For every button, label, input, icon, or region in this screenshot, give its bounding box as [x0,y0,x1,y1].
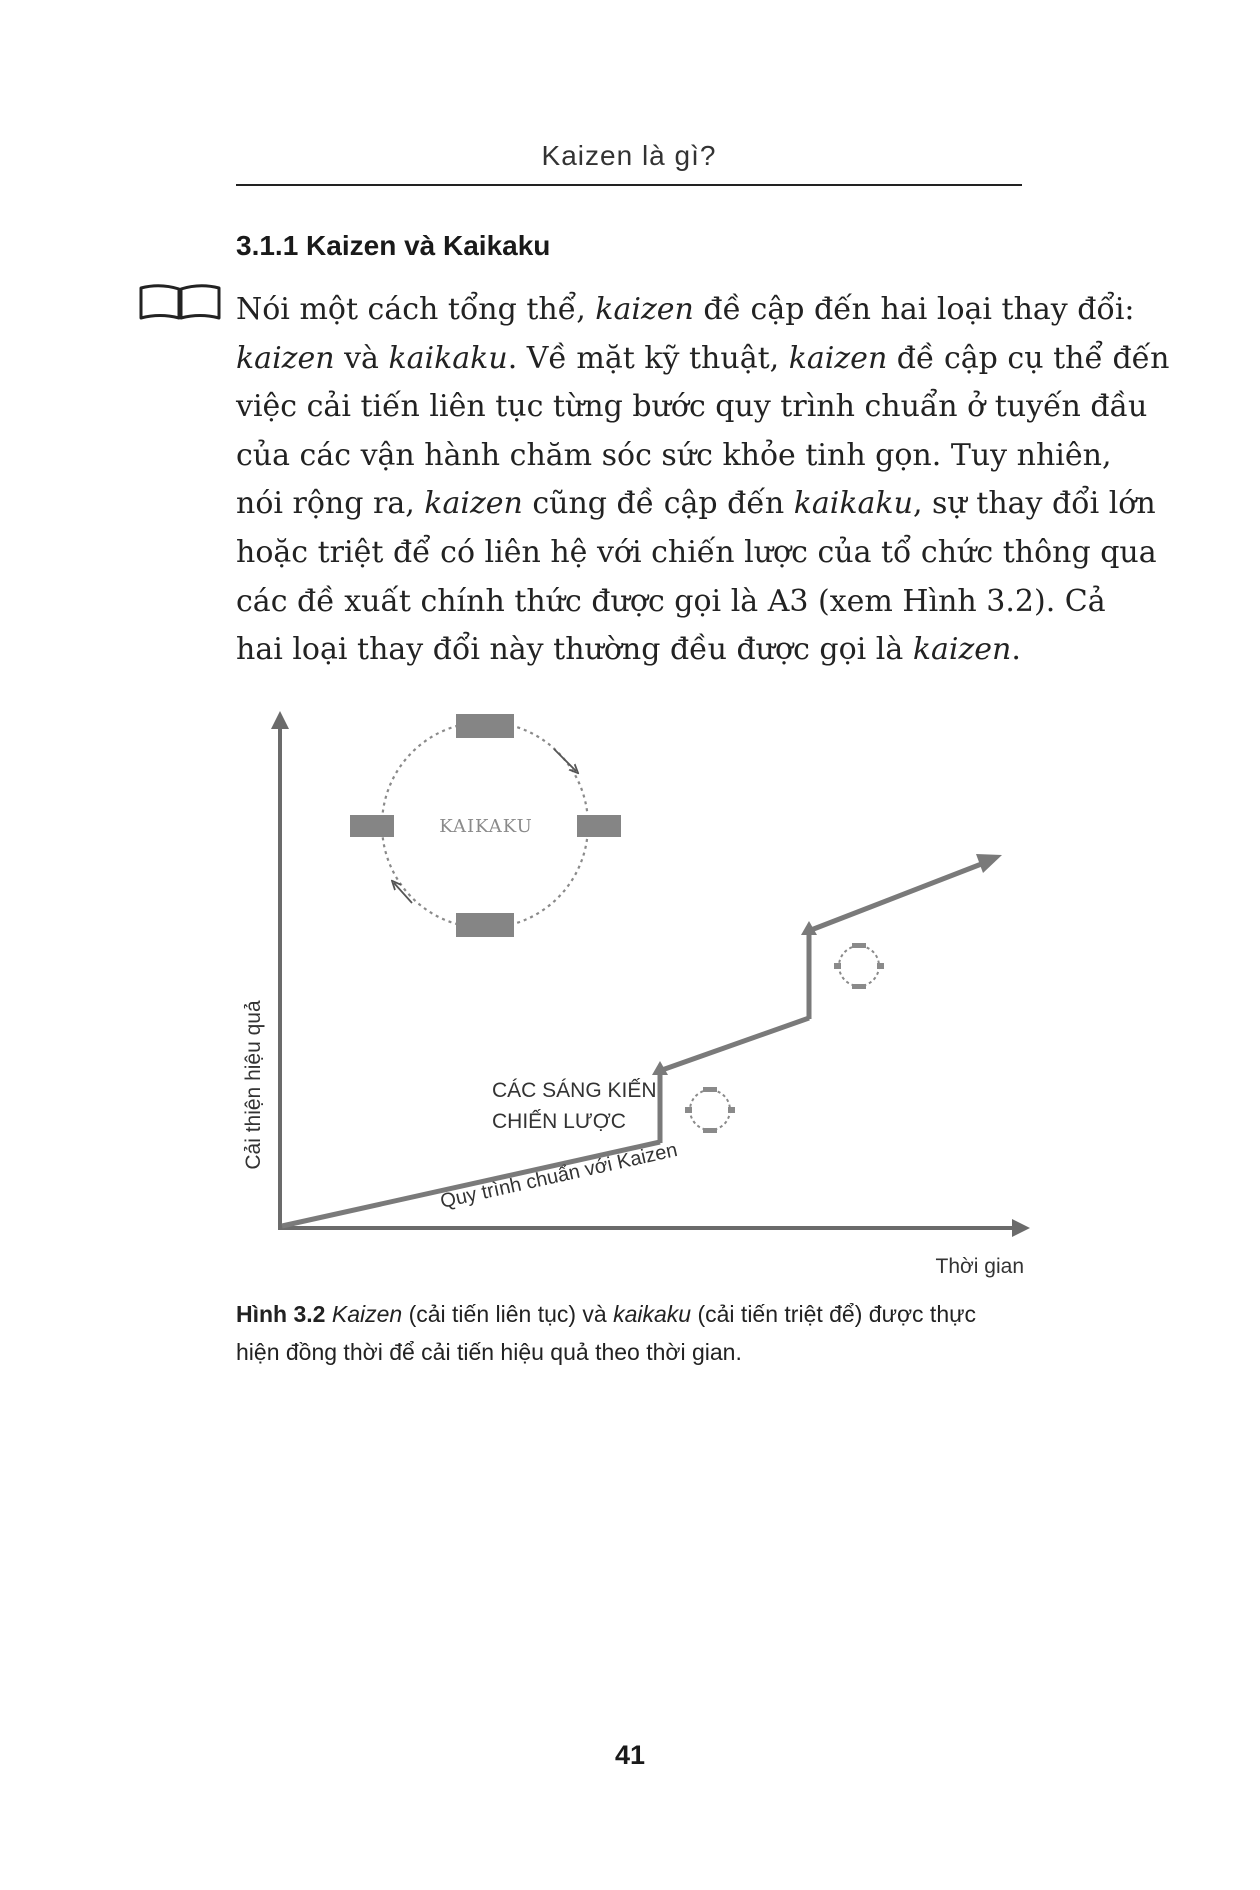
improvement-path [282,854,1002,1226]
italic-term: kaikaku [793,486,913,522]
mini-cycle-1-step-right [728,1107,735,1113]
text-run: đề cập đến hai loại thay đổi: [693,292,1135,327]
paragraph-line [236,383,1148,432]
cycle-step-bottom [456,913,514,937]
kaizen-segment-2 [662,1018,809,1070]
text-run: . Về mặt kỹ thuật, [507,340,789,376]
text-run: các đề xuất chính thức được gọi là A3 (xem Hình 3.2). Cả [236,583,1106,619]
paragraph-line [236,480,1156,529]
y-axis-label: Cải thiện hiệu quả [242,1000,265,1170]
text-run: nói rộng ra, [236,486,425,522]
italic-term: kaikaku [613,1301,692,1327]
x-axis-label: Thời gian [935,1255,1024,1278]
mini-cycle-1-step-left [685,1107,692,1113]
book-icon [138,282,222,322]
text-run: hoặc triệt để có liên hệ với chiến lược của tổ chức thông qua [236,534,1157,570]
italic-term: kaizen [424,486,523,522]
body-paragraph [236,286,1170,675]
italic-term: kaizen [236,340,335,376]
mini-cycle-2-circle [839,946,879,986]
mini-cycle-2-step-right [877,963,884,969]
text-run: . [1011,632,1021,668]
text-run: của các vận hành chăm sóc sức khỏe tinh gọn. Tuy nhiên, [236,437,1112,473]
mini-cycle-2 [834,943,884,989]
text-run: (cải tiến triệt để) được thực [691,1301,977,1327]
improvement-end-arrowhead [976,854,1002,873]
mini-cycle-2-step-top [852,943,866,948]
text-run: Nói một cách tổng thể, [236,292,596,327]
cycle-step-top [456,714,514,738]
text-run: , sự thay đổi lớn [912,486,1156,522]
running-header: Kaizen là gì? [541,140,717,171]
caption-line [236,1333,1026,1371]
mini-cycle-2-step-left [834,963,841,969]
text-run: hai loại thay đổi này thường đều được gọi là [236,632,913,668]
kaizen-kaikaku-figure [236,705,1036,1285]
text-run: (cải tiến liên tục) và [402,1301,614,1327]
mini-cycle-1-step-bottom [703,1128,717,1133]
text-run: hiện đồng thời để cải tiến hiệu quả theo thời gian. [236,1339,742,1365]
kaikaku-label: KAIKAKU [439,816,533,837]
strategic-initiatives-label-line1: CÁC SÁNG KIẾN [492,1079,657,1102]
cycle-arrow-bottom-left [394,883,412,903]
paragraph-line [236,432,1112,481]
kaikaku-cycle [350,714,621,937]
cycle-step-left [350,815,394,837]
italic-term: kaizen [595,292,694,327]
paragraph-line [236,286,1135,335]
section-heading: 3.1.1 Kaizen và Kaikaku [236,230,551,261]
mini-cycle-1 [685,1087,735,1133]
cycle-step-right [577,815,621,837]
kaizen-baseline-label: Quy trình chuẩn với Kaizen [438,1138,680,1213]
text-run: và [334,340,389,376]
paragraph-line [236,335,1170,384]
mini-cycle-2-step-bottom [852,984,866,989]
text-run: việc cải tiến liên tục từng bước quy trình chuẩn ở tuyến đầu [236,389,1148,425]
italic-term: kaizen [912,632,1012,668]
paragraph-line [236,529,1157,578]
paragraph-line [236,578,1106,627]
mini-cycle-1-step-top [703,1087,717,1092]
text-run: đề cập cụ thể đến [887,340,1170,376]
y-axis-arrowhead [271,711,289,729]
figure-caption [236,1295,1026,1371]
italic-term: kaizen [788,340,888,376]
cycle-arrow-top-right [554,749,576,771]
x-axis-arrowhead [1012,1219,1030,1237]
page-number: 41 [614,1740,646,1770]
header-rule [236,184,1022,186]
paragraph-line [236,626,1026,675]
mini-cycle-1-circle [690,1090,730,1130]
figure-number: Hình 3.2 [236,1301,326,1327]
text-run: cũng đề cập đến [522,486,794,522]
caption-line [236,1295,1026,1333]
strategic-initiatives-label-line2: CHIẾN LƯỢC [492,1110,626,1133]
italic-term: Kaizen [331,1301,403,1327]
kaizen-segment-3 [811,863,984,930]
italic-term: kaikaku [388,340,508,376]
